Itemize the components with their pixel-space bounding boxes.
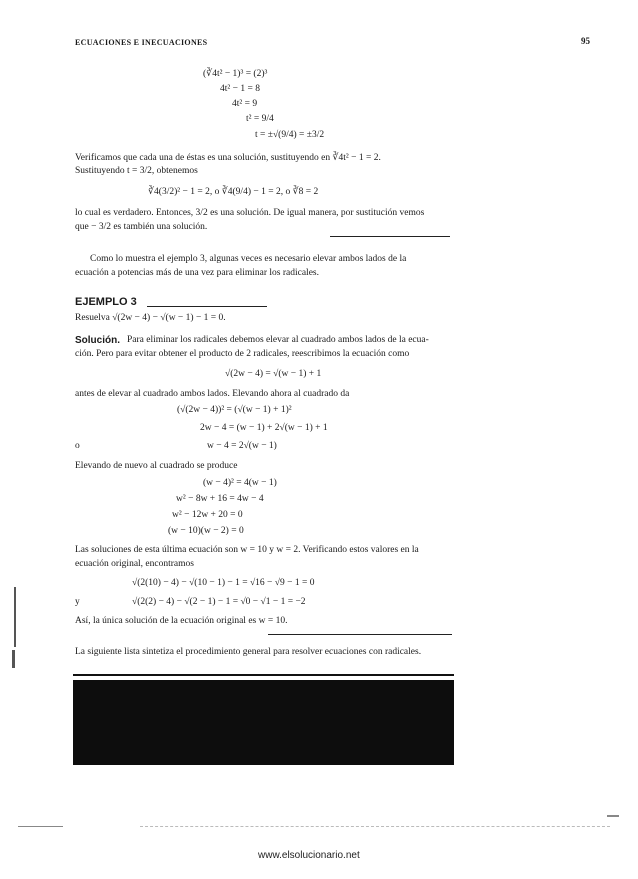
scan-line	[18, 826, 63, 827]
example-statement: Resuelva √(2w − 4) − √(w − 1) − 1 = 0.	[75, 313, 226, 323]
final-statement: Así, la única solución de la ecuación original es w = 10.	[75, 616, 288, 626]
equation-line: w² − 12w + 20 = 0	[172, 510, 243, 520]
paragraph-line: antes de elevar al cuadrado ambos lados. Elevando ahora al cuadrado da	[75, 389, 350, 399]
equation-line: 2w − 4 = (w − 1) + 2√(w − 1) + 1	[200, 423, 328, 433]
paragraph-line: Sustituyendo t = 3/2, obtenemos	[75, 166, 198, 176]
equation-line: (w − 4)² = 4(w − 1)	[203, 478, 277, 488]
paragraph-line: ecuación original, encontramos	[75, 559, 194, 569]
equation-line: √(2w − 4) = √(w − 1) + 1	[225, 369, 322, 379]
box-top-rule	[73, 674, 454, 676]
paragraph-line: ción. Pero para evitar obtener el producto de 2 radicales, reescribimos la ecuación como	[75, 349, 410, 359]
scan-mark	[12, 650, 15, 668]
and-word: y	[75, 597, 80, 607]
paragraph-line: que − 3/2 es también una solución.	[75, 222, 208, 232]
page-number: 95	[581, 36, 590, 46]
scan-mark	[607, 815, 619, 817]
equation-line: w² − 8w + 16 = 4w − 4	[176, 494, 264, 504]
paragraph-line: Para eliminar los radicales debemos elevar al cuadrado ambos lados de la ecua-	[127, 335, 429, 345]
equation-line: 4t² = 9	[232, 99, 258, 109]
or-word: o	[75, 441, 80, 451]
summary-line: La siguiente lista sintetiza el procedimiento general para resolver ecuaciones con radicales.	[75, 647, 422, 657]
end-rule	[268, 634, 452, 635]
equation-line: w − 4 = 2√(w − 1)	[207, 441, 277, 451]
check-equation: √(2(10) − 4) − √(10 − 1) − 1 = √16 − √9 − 1 = 0	[132, 578, 315, 588]
end-rule	[330, 236, 450, 237]
check-equation: √(2(2) − 4) − √(2 − 1) − 1 = √0 − √1 − 1 = −2	[132, 597, 306, 607]
equation-line: 4t² − 1 = 8	[220, 84, 260, 94]
example-title-rule	[147, 306, 267, 307]
paragraph-line: Como lo muestra el ejemplo 3, algunas veces es necesario elevar ambos lados de la	[90, 254, 407, 264]
equation-line: (w − 10)(w − 2) = 0	[168, 526, 244, 536]
equation-line: (√(2w − 4))² = (√(w − 1) + 1)²	[177, 405, 292, 415]
scan-line	[140, 826, 610, 827]
example-title: EJEMPLO 3	[75, 296, 137, 308]
paragraph-line: Elevando de nuevo al cuadrado se produce	[75, 461, 238, 471]
equation-line: (∛4t² − 1)³ = (2)³	[203, 69, 268, 79]
scan-mark	[14, 587, 16, 647]
paragraph-line: Las soluciones de esta última ecuación son w = 10 y w = 2. Verificando estos valores en la	[75, 545, 419, 555]
verification-equation: ∛4(3/2)² − 1 = 2, o ∛4(9/4) − 1 = 2, o ∛8 = 2	[148, 187, 319, 197]
dark-box	[73, 680, 454, 765]
solution-label: Solución.	[75, 335, 120, 346]
paragraph-line: lo cual es verdadero. Entonces, 3/2 es una solución. De igual manera, por sustitución vemos	[75, 208, 425, 218]
paragraph-line: ecuación a potencias más de una vez para eliminar los radicales.	[75, 268, 319, 278]
running-header: ECUACIONES E INECUACIONES	[75, 38, 208, 47]
equation-line: t² = 9/4	[246, 114, 274, 124]
footer-url[interactable]: www.elsolucionario.net	[258, 850, 360, 861]
paragraph-line: Verificamos que cada una de éstas es una solución, sustituyendo en ∛4t² − 1 = 2.	[75, 153, 381, 163]
equation-line: t = ±√(9/4) = ±3/2	[255, 130, 325, 140]
